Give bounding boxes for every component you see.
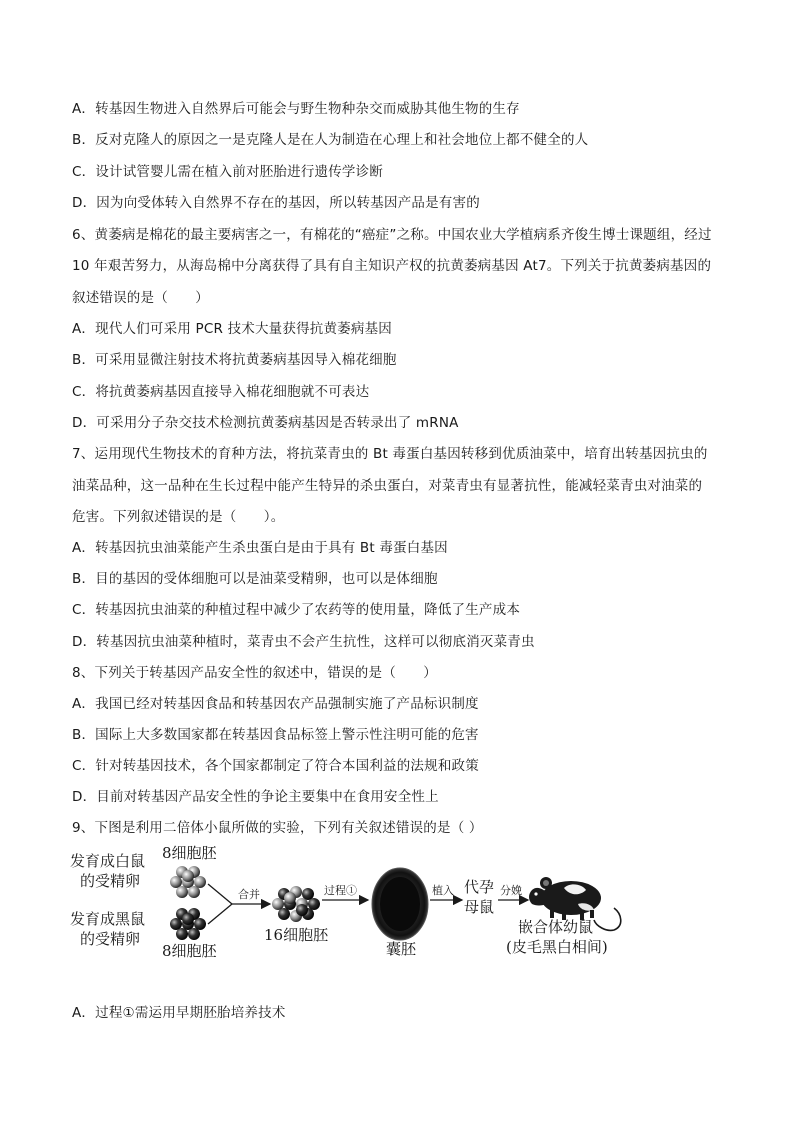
white-8-cell-embryo — [170, 866, 206, 898]
q8-option-b: B．国际上大多数国家都在转基因食品标签上警示性注明可能的危害 — [72, 727, 479, 743]
offspring-label-2: (皮毛黑白相间) — [506, 938, 608, 956]
q6-option-a: A．现代人们可采用 PCR 技术大量获得抗黄萎病基因 — [72, 321, 392, 337]
merge-label: 合并 — [238, 888, 260, 901]
q9-stem: 9、下图是利用二倍体小鼠所做的实验，下列有关叙述错误的是（ ） — [72, 820, 483, 836]
white-egg-label-1: 发育成白鼠 — [70, 852, 146, 870]
merge-line-top — [208, 884, 232, 904]
surrogate-label-2: 母鼠 — [464, 898, 495, 916]
q6-stem-line-3: 叙述错误的是（ ） — [72, 290, 209, 306]
blastocyst-cavity — [380, 877, 420, 931]
q7-stem-line-2: 油菜品种，这一品种在生长过程中能产生特异的杀虫蛋白，对菜青虫有显著抗性，能减轻菜青虫对油菜的 — [72, 478, 703, 494]
top-8-cell-label: 8细胞胚 — [162, 844, 217, 862]
q7-stem-line-1: 7、运用现代生物技术的育种方法，将抗菜青虫的 Bt 毒蛋白基因转移到优质油菜中，培育出转基因抗虫的 — [72, 446, 708, 462]
q6-option-c: C．将抗黄萎病基因直接导入棉花细胞就不可表达 — [72, 384, 370, 400]
q8-stem: 8、下列关于转基因产品安全性的叙述中，错误的是（ ） — [72, 665, 437, 681]
q6-option-b: B．可采用显微注射技术将抗黄萎病基因导入棉花细胞 — [72, 352, 397, 368]
q7-option-c: C．转基因抗虫油菜的种植过程中减少了农药等的使用量，降低了生产成本 — [72, 602, 521, 618]
offspring-label-1: 嵌合体幼鼠 — [518, 918, 594, 936]
white-egg-label-2: 的受精卵 — [80, 872, 141, 890]
black-egg-label-2: 的受精卵 — [80, 930, 141, 948]
black-egg-label-1: 发育成黑鼠 — [70, 910, 146, 928]
birth-label: 分娩 — [500, 884, 522, 897]
16-cell-embryo — [272, 886, 320, 922]
q6-option-d: D．可采用分子杂交技术检测抗黄萎病基因是否转录出了 mRNA — [72, 415, 459, 431]
q5-option-d: D．因为向受体转入自然界不存在的基因，所以转基因产品是有害的 — [72, 195, 480, 211]
q6-stem-line-1: 6、黄萎病是棉花的最主要病害之一，有棉花的“癌症”之称。中国农业大学植病系齐俊生博士课题组，经过 — [72, 227, 712, 243]
blastocyst-label: 囊胚 — [386, 940, 417, 958]
q7-option-a: A．转基因抗虫油菜能产生杀虫蛋白是由于具有 Bt 毒蛋白基因 — [72, 540, 448, 556]
q9-option-a: A．过程①需运用早期胚胎培养技术 — [72, 1005, 286, 1021]
q6-stem-line-2: 10 年艰苦努力，从海岛棉中分离获得了具有自主知识产权的抗黄萎病基因 At7。下列关于抗黄萎病基因的 — [72, 258, 712, 274]
16-cell-label: 16细胞胚 — [264, 926, 329, 944]
black-8-cell-embryo — [170, 908, 206, 940]
process-label: 过程① — [324, 884, 357, 897]
implant-label: 植入 — [432, 884, 454, 897]
q5-option-a: A．转基因生物进入自然界后可能会与野生物种杂交而威胁其他生物的生存 — [72, 101, 520, 117]
q5-option-c: C．设计试管婴儿需在植入前对胚胎进行遗传学诊断 — [72, 164, 384, 180]
q5-option-b: B．反对克隆人的原因之一是克隆人是在人为制造在心理上和社会地位上都不健全的人 — [72, 132, 589, 148]
q8-option-d: D．目前对转基因产品安全性的争论主要集中在食用安全性上 — [72, 789, 439, 805]
q8-option-a: A．我国已经对转基因食品和转基因农产品强制实施了产品标识制度 — [72, 696, 479, 712]
bottom-8-cell-label: 8细胞胚 — [162, 942, 217, 958]
q8-option-c: C．针对转基因技术，各个国家都制定了符合本国利益的法规和政策 — [72, 758, 479, 774]
mouse-chimera-diagram — [66, 842, 626, 958]
surrogate-label-1: 代孕 — [464, 878, 495, 896]
merge-line-bottom — [208, 904, 232, 924]
q7-option-d: D．转基因抗虫油菜种植时，菜青虫不会产生抗性，这样可以彻底消灭菜青虫 — [72, 634, 535, 650]
q7-option-b: B．目的基因的受体细胞可以是油菜受精卵，也可以是体细胞 — [72, 571, 438, 587]
q7-stem-line-3: 危害。下列叙述错误的是（ ）。 — [72, 509, 285, 525]
